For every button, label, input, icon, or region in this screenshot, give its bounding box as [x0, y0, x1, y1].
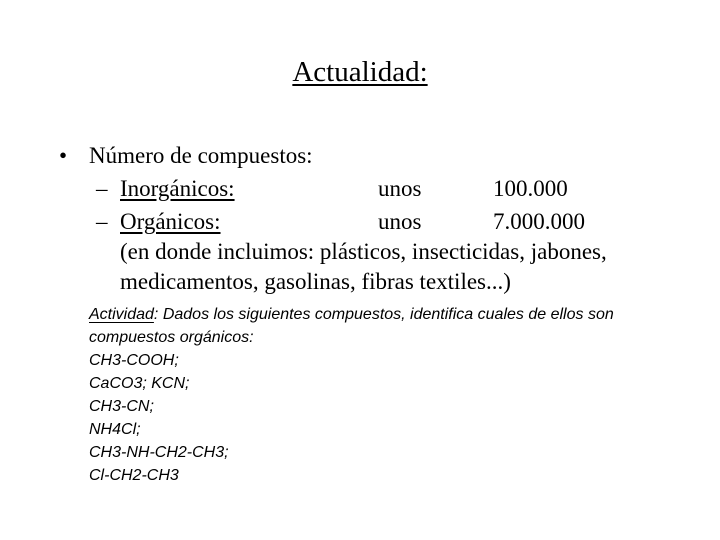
activity-intro-text: : Dados los siguientes compuestos, identifica cuales de ellos son — [153, 306, 614, 323]
note-line: (en donde incluimos: plásticos, insecticidas, jabones, — [120, 239, 607, 264]
compound-item: CH3-COOH; — [89, 352, 179, 369]
sub-item-dash: – — [96, 176, 108, 201]
page-title-text: Actualidad: — [292, 56, 428, 88]
page-title — [0, 54, 720, 90]
bullet-icon: • — [59, 143, 68, 168]
sub-item-dash: – — [96, 209, 108, 234]
activity-label: Actividad — [89, 306, 154, 323]
sub-item-value-inorganicos: 100.000 — [493, 176, 568, 201]
note-line: medicamentos, gasolinas, fibras textiles...) — [120, 269, 511, 294]
activity-block — [89, 303, 709, 487]
activity-intro-continued: compuestos orgánicos: — [89, 329, 254, 346]
activity-intro — [89, 303, 709, 326]
main-point: Número de compuestos: — [89, 143, 313, 168]
sub-item-prefix: unos — [378, 209, 422, 234]
sub-item-prefix: unos — [378, 176, 422, 201]
compound-item: Cl-CH2-CH3 — [89, 467, 179, 484]
compound-item: NH4Cl; — [89, 421, 141, 438]
compound-item: CH3-NH-CH2-CH3; — [89, 444, 229, 461]
compound-item: CaCO3; KCN; — [89, 375, 190, 392]
sub-item-label-inorganicos: Inorgánicos: — [120, 176, 235, 201]
sub-item-label-organicos: Orgánicos: — [120, 209, 221, 234]
compound-item: CH3-CN; — [89, 398, 154, 415]
sub-item-value-organicos: 7.000.000 — [493, 209, 585, 234]
